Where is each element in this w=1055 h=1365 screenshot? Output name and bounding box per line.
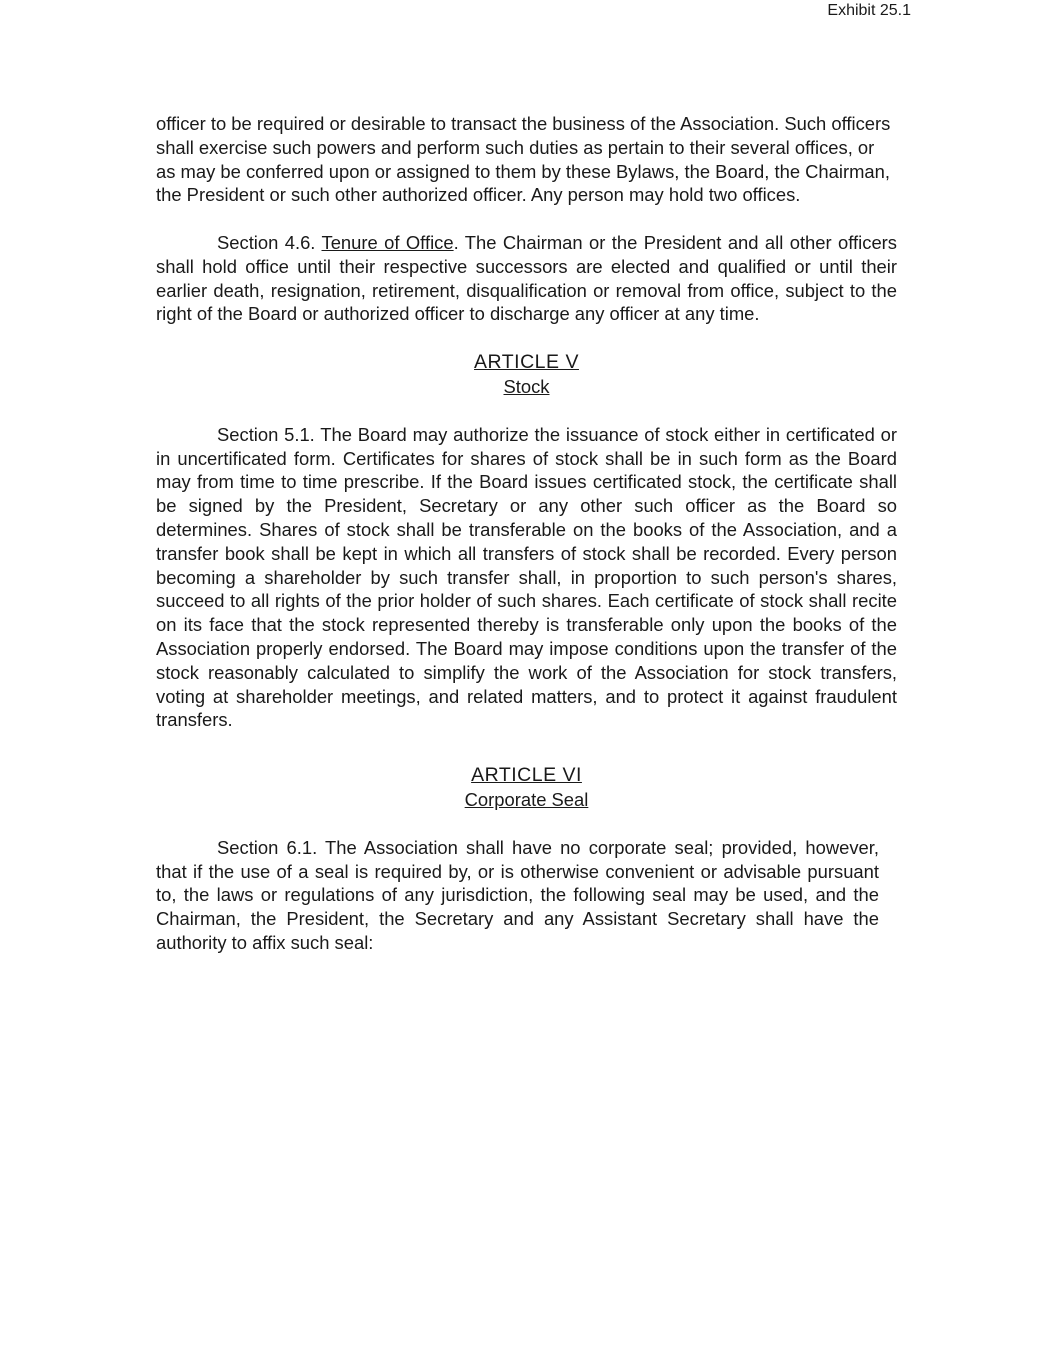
section-6-1-paragraph: Section 6.1. The Association shall have no corporate seal; provided, however, that if the use of a seal is required by, or is otherwise convenient or advisable pursuant to, the laws or regulations of any jurisdiction, the following seal may be used, and the Chairman, the President, the Secretary and any Assistant Secretary shall have the authority to affix such seal: (156, 836, 879, 953)
article-6-subtitle: Corporate Seal (464, 789, 589, 811)
section-4-6-number: Section 4.6. (217, 231, 316, 253)
section-4-6-text: . The Chairman or the President and all other officers shall hold office until their respective successors are elected and qualified or until their earlier death, resignation, retirement, disqualification or removal from office, subject to the right of the Board or authorized officer to discharge any officer at any time. (156, 231, 897, 325)
article-6-heading-block (156, 762, 897, 812)
section-4-6-title: Tenure of Office (321, 231, 454, 253)
section-4-6-paragraph (156, 231, 897, 326)
article-5-heading: ARTICLE V (474, 351, 579, 374)
section-5-1-paragraph: Section 5.1. The Board may authorize the issuance of stock either in certificated or in uncertificated form. Certificates for shares of stock shall be in such form as the Board may from time to time prescribe. If the Board issues certificated stock, the certificate shall be signed by the President, Secretary or any other such officer as the Board so determines. Shares of stock shall be transferable on the books of the Association, and a transfer book shall be kept in which all transfers of stock shall be recorded. Every person becoming a shareholder by such transfer shall, in proportion to such person's shares, succeed to all rights of the prior holder of such shares. Each certificate of stock shall recite on its face that the stock represented thereby is transferable only upon the books of the Association properly endorsed. The Board may impose conditions upon the transfer of the stock reasonably calculated to simplify the work of the Association for stock transfers, voting at shareholder meetings, and related matters, and to protect it against fraudulent transfers. (156, 423, 897, 731)
article-5-heading-block (156, 349, 897, 399)
document-body (156, 112, 897, 955)
article-6-heading: ARTICLE VI (471, 764, 582, 787)
article-5-subtitle: Stock (503, 376, 550, 398)
officers-paragraph: officer to be required or desirable to transact the business of the Association. Such officers shall exercise such powers and perform such duties as pertain to their several offices, or as may be conferred upon or assigned to them by these Bylaws, the Board, the Chairman, the President or such other authorized officer. Any person may hold two offices. (156, 113, 891, 206)
exhibit-label: Exhibit 25.1 (827, 2, 911, 19)
